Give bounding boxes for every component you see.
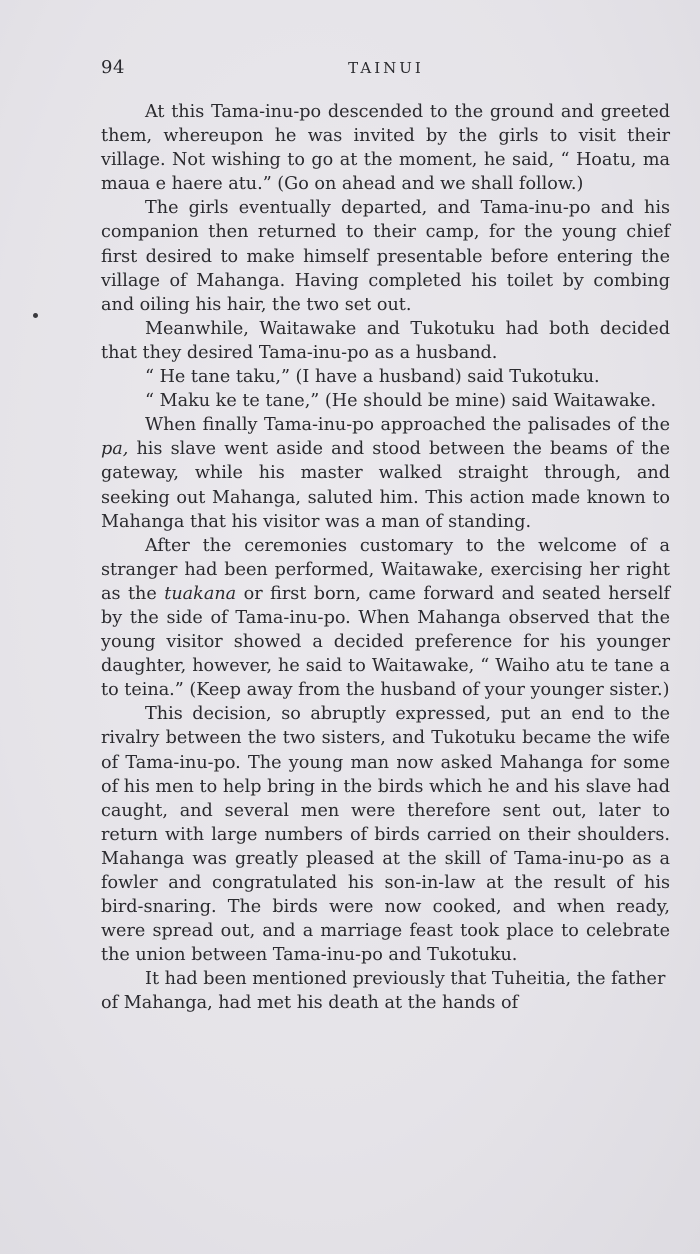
paragraph: Meanwhile, Waitawake and Tukotuku had both decided that they desired Tama-inu-po as a husband. xyxy=(101,318,670,363)
paragraph: “ He tane taku,” (I have a husband) said Tukotuku. xyxy=(145,367,600,388)
body-text xyxy=(101,100,670,1016)
paragraph: The girls eventually departed, and Tama-inu-po and his companion then returned to their camp, for the young chief first desired to make himself presentable before entering the village of Mahanga. Having completed his toilet by combing and oiling his hair, the two set out. xyxy=(101,198,670,315)
italic-term: pa, xyxy=(101,439,129,460)
paragraph: “ Maku ke te tane,” (He should be mine) said Waitawake. xyxy=(145,391,657,412)
paragraph: It had been mentioned previously that Tuheitia, the father of Mahanga, had met his death at the hands of xyxy=(101,969,666,1014)
italic-term: tuakana xyxy=(164,583,237,604)
paragraph: At this Tama-inu-po descended to the ground and greeted them, whereupon he was invited by the girls to visit their village. Not wishing to go at the moment, he said, “ Hoatu, ma maua e haere atu.” (Go on ahead and we shall follow.) xyxy=(101,102,670,195)
paragraph: This decision, so abruptly expressed, put an end to the rivalry between the two sisters, and Tukotuku became the wife of Tama-inu-po. The young man now asked Mahanga for some of his men to help bring in the birds which he and his slave had caught, and several men were therefore sent out, later to return with large numbers of birds carried on their shoulders. Mahanga was greatly pleased at the skill of Tama-inu-po as a fowler and congratulated his son-in-law at the result of his bird-snaring. The birds were now cooked, and when ready, were spread out, and a marriage feast took place to celebrate the union between Tama-inu-po and Tukotuku. xyxy=(101,704,670,966)
paragraph: After the ceremonies customary to the welcome of a stranger had been performed, Waitawake, exercising her right as the tuakana or first born, came forward and seated herself by the side of Tama-inu-po. When Mahanga observed that the young visitor showed a decided preference for his younger daughter, however, he said to Waitawake, “ Waiho atu te tane a to teina.” (Keep away from the husband of your younger sister.) xyxy=(101,535,670,701)
paragraph: When finally Tama-inu-po approached the palisades of the pa, his slave went aside and stood between the beams of the gateway, while his master walked straight through, and seeking out Mahanga, saluted him. This action made known to Mahanga that his visitor was a man of standing. xyxy=(101,415,670,532)
page-number: 94 xyxy=(101,57,125,78)
running-title: TAINUI xyxy=(348,59,424,77)
margin-speck xyxy=(33,313,38,318)
page-header xyxy=(101,57,671,81)
